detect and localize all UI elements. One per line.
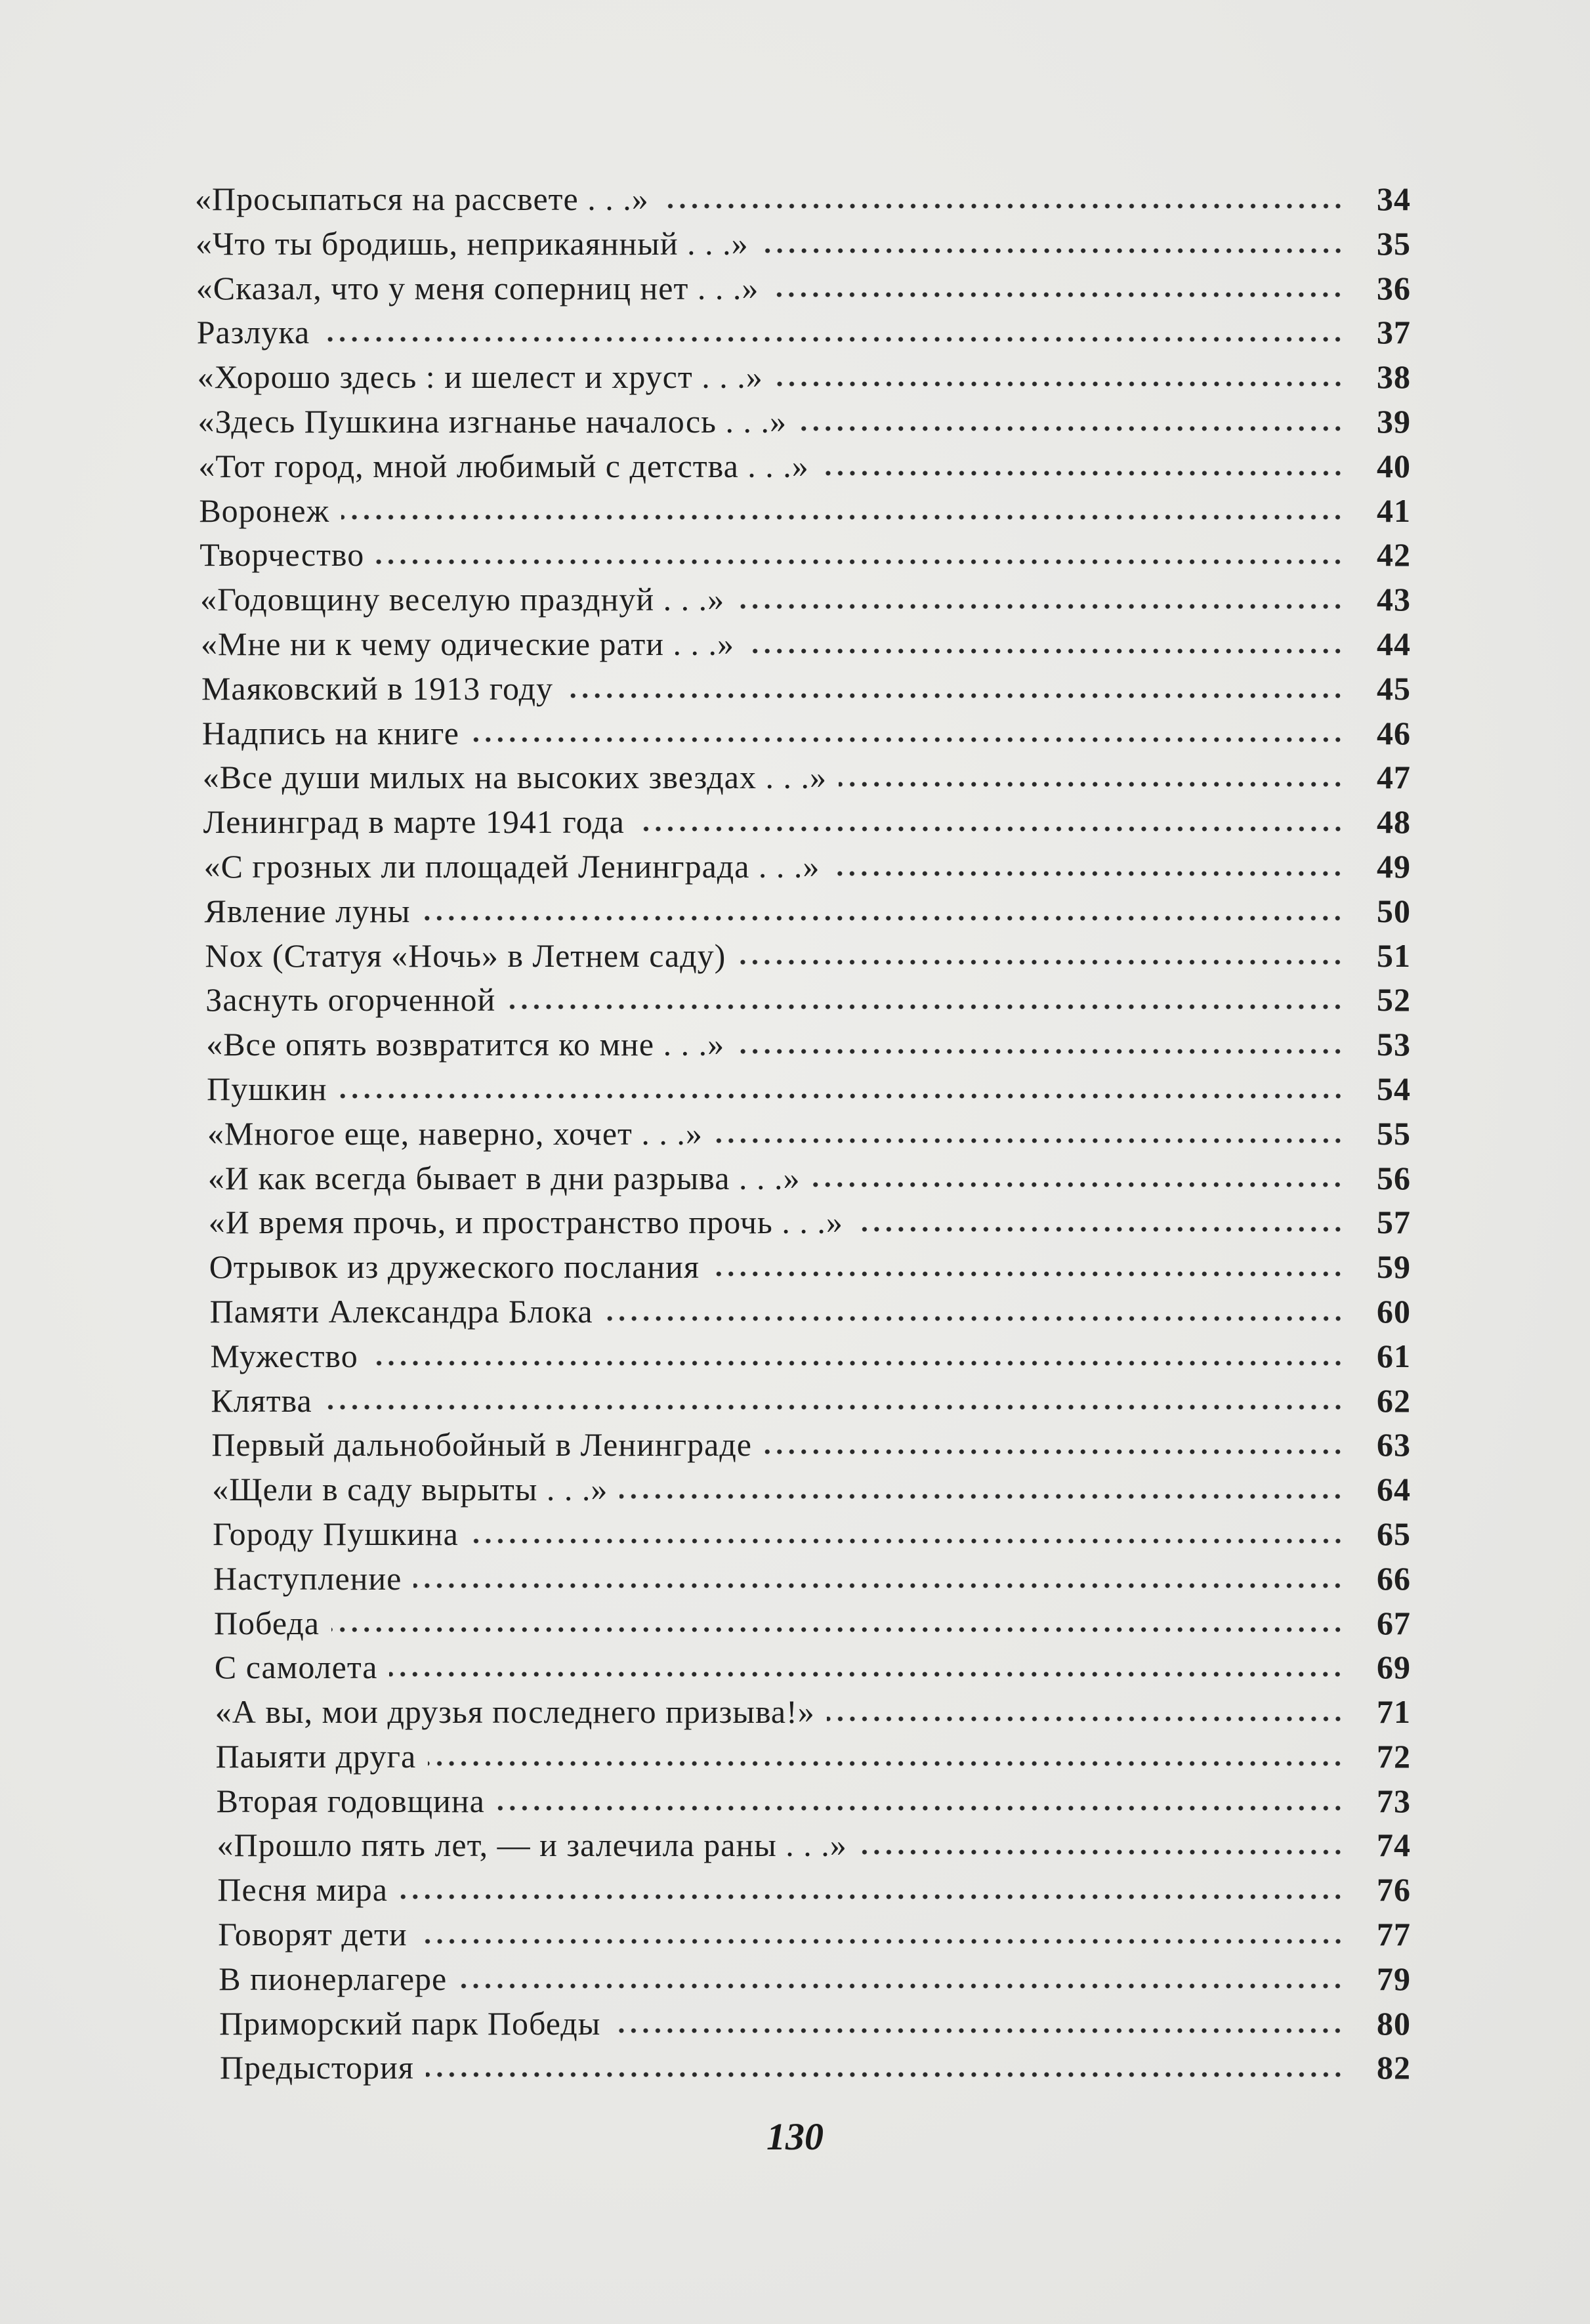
toc-entry-title: «Мне ни к чему одические рати . . .»	[201, 625, 735, 662]
toc-entry-title: Городу Пушкина	[213, 1515, 459, 1552]
dot-leader	[400, 1887, 1344, 1907]
dot-leader	[370, 1353, 1344, 1373]
dot-leader	[322, 329, 1344, 349]
toc-entry-page: 63	[1377, 1426, 1411, 1464]
toc-entry-title: «Здесь Пушкина изгнанье началось . . .»	[198, 402, 787, 440]
dot-leader	[746, 641, 1344, 661]
toc-entry-title: Творчество	[199, 536, 365, 574]
toc-entry-title: «Что ты бродишь, неприкаянный . . .»	[195, 224, 749, 262]
toc-entry	[0, 1067, 1411, 1112]
toc-entry-page: 49	[1377, 847, 1411, 885]
toc-entry	[0, 222, 1411, 266]
toc-entry-title: «И время прочь, и пространство прочь . . .»	[208, 1204, 843, 1241]
dot-leader	[661, 196, 1344, 216]
toc-entry	[0, 1245, 1411, 1290]
toc-entry-title: Песня мира	[217, 1871, 388, 1909]
toc-entry-page: 71	[1377, 1693, 1411, 1731]
toc-entry	[0, 1957, 1411, 2002]
page-number: 130	[766, 2115, 824, 2158]
dot-leader	[605, 1309, 1344, 1328]
dot-leader	[711, 1264, 1344, 1284]
dot-leader	[736, 597, 1344, 616]
dot-leader	[619, 1487, 1344, 1506]
toc-entry-page: 44	[1377, 625, 1411, 662]
dot-leader	[637, 819, 1344, 839]
toc-entry-page: 48	[1377, 803, 1411, 841]
toc-entry-title: «Просыпаться на рассвете . . .»	[195, 180, 649, 217]
dot-leader	[426, 2065, 1344, 2084]
toc-entry-title: «Все опять возвратится ко мне . . .»	[206, 1026, 725, 1063]
toc-entry	[0, 1735, 1411, 1779]
dot-leader	[341, 507, 1344, 527]
dot-leader	[831, 864, 1344, 883]
toc-entry-title: Ленинград в марте 1941 года	[203, 803, 625, 841]
toc-entry-page: 40	[1377, 447, 1411, 484]
toc-entry-page: 39	[1377, 402, 1411, 440]
dot-leader	[715, 1131, 1344, 1151]
toc-entry	[0, 1645, 1411, 1690]
toc-entry	[0, 1601, 1411, 1646]
toc-entry	[0, 355, 1411, 400]
toc-entry-page: 50	[1377, 892, 1411, 929]
toc-entry	[0, 533, 1411, 578]
toc-entry-title: «Многое еще, наверно, хочет . . .»	[207, 1114, 703, 1152]
toc-entry	[0, 889, 1411, 934]
toc-entry-title: Наступление	[213, 1559, 402, 1597]
toc-entry	[0, 444, 1411, 489]
toc-entry-title: Говорят дети	[218, 1916, 408, 1953]
toc-entry-page: 61	[1377, 1337, 1411, 1374]
toc-entry-title: «С грозных ли площадей Ленинграда . . .»	[203, 847, 820, 885]
toc-entry-title: Воронеж	[199, 492, 330, 529]
toc-entry-page: 45	[1377, 669, 1411, 707]
toc-entry-page: 59	[1377, 1248, 1411, 1286]
toc-entry-page: 65	[1377, 1515, 1411, 1552]
dot-leader	[565, 686, 1344, 706]
toc-entry-title: «Тот город, мной любимый с детства . . .»	[198, 447, 809, 484]
toc-entry-title: Победа	[213, 1604, 320, 1641]
toc-entry	[0, 1468, 1411, 1512]
toc-entry-page: 62	[1377, 1382, 1411, 1419]
toc-entry-page: 55	[1377, 1114, 1411, 1152]
toc-entry-title: Разлука	[196, 314, 310, 351]
toc-entry-title: Памяти Александра Блока	[209, 1292, 593, 1330]
toc-entry-title: «Сказал, что у меня соперниц нет . . .»	[196, 269, 759, 306]
toc-entry	[0, 2046, 1411, 2090]
toc-entry-page: 35	[1377, 224, 1411, 262]
toc-entry-title: В пионерлагере	[219, 1960, 448, 1997]
toc-entry-title: Первый дальнобойный в Ленинграде	[211, 1426, 752, 1464]
toc-entry-title: Надпись на книге	[201, 714, 459, 751]
toc-entry	[0, 1690, 1411, 1735]
dot-leader	[497, 1798, 1344, 1818]
toc-entry-page: 42	[1377, 536, 1411, 574]
toc-entry	[0, 1557, 1411, 1601]
toc-entry-page: 46	[1377, 714, 1411, 751]
toc-entry	[0, 1334, 1411, 1379]
toc-entry-title: «Прошло пять лет, — и залечила раны . . .»	[217, 1827, 847, 1864]
toc-entry	[0, 1112, 1411, 1156]
dot-leader	[471, 1531, 1344, 1551]
dot-leader	[389, 1664, 1344, 1684]
toc-entry	[0, 800, 1411, 845]
toc-entry	[0, 400, 1411, 444]
dot-leader	[507, 997, 1344, 1017]
dot-leader	[324, 1397, 1344, 1417]
toc-entry-page: 60	[1377, 1292, 1411, 1330]
toc-entry-page: 53	[1377, 1026, 1411, 1063]
toc-entry	[0, 1423, 1411, 1468]
toc-entry	[0, 578, 1411, 622]
toc-entry-page: 36	[1377, 269, 1411, 306]
toc-entry-page: 66	[1377, 1559, 1411, 1597]
dot-leader	[738, 952, 1344, 972]
dot-leader	[413, 1576, 1344, 1595]
toc-entry-page: 43	[1377, 581, 1411, 618]
dot-leader	[827, 1709, 1344, 1729]
toc-entry-title: Nox (Статуя «Ночь» в Летнем саду)	[205, 937, 726, 974]
dot-leader	[761, 241, 1344, 261]
toc-entry-page: 74	[1377, 1827, 1411, 1864]
dot-leader	[855, 1219, 1344, 1239]
toc-entry-page: 47	[1377, 759, 1411, 796]
toc-entry	[0, 266, 1411, 311]
dot-leader	[764, 1442, 1344, 1462]
toc-entry-title: Маяковский в 1913 году	[201, 669, 554, 707]
dot-leader	[770, 285, 1344, 305]
toc-entry-title: «Хорошо здесь : и шелест и хруст . . .»	[197, 358, 763, 396]
toc-entry-title: Мужество	[210, 1337, 358, 1374]
dot-leader	[612, 2021, 1344, 2040]
toc-entry	[0, 177, 1411, 222]
toc-entry	[0, 1023, 1411, 1067]
toc-entry-title: Пушкин	[207, 1070, 327, 1107]
toc-entry-page: 51	[1377, 937, 1411, 974]
toc-entry	[0, 1823, 1411, 1868]
toc-entry-title: Явление луны	[204, 892, 411, 929]
toc-entry	[0, 755, 1411, 800]
toc-entry-page: 76	[1377, 1871, 1411, 1909]
toc-entry	[0, 978, 1411, 1023]
toc-entry-title: Отрывок из дружеского послания	[209, 1248, 700, 1286]
toc-entry-page: 38	[1377, 358, 1411, 396]
dot-leader	[331, 1620, 1344, 1639]
toc-entry-page: 56	[1377, 1159, 1411, 1196]
dot-leader	[428, 1754, 1344, 1773]
toc-entry-page: 77	[1377, 1916, 1411, 1953]
dot-leader	[422, 908, 1344, 928]
toc-entry-page: 69	[1377, 1649, 1411, 1686]
dot-leader	[839, 774, 1344, 794]
toc-entry-title: «А вы, мои друзья последнего призыва!»	[215, 1693, 815, 1731]
toc-entry-page: 79	[1377, 1960, 1411, 1997]
toc-entry	[0, 1868, 1411, 1912]
toc-entry-page: 52	[1377, 981, 1411, 1019]
toc-entry	[0, 1379, 1411, 1424]
toc-entry-page: 82	[1377, 2049, 1411, 2086]
dot-leader	[339, 1086, 1344, 1106]
toc-entry-page: 64	[1377, 1471, 1411, 1508]
toc-entry	[0, 667, 1411, 711]
toc-entry	[0, 1200, 1411, 1245]
toc-entry-page: 54	[1377, 1070, 1411, 1107]
toc-entry	[0, 1779, 1411, 1824]
dot-leader	[736, 1042, 1344, 1061]
toc-entry-title: «Все души милых на высоких звездах . . .»	[202, 759, 827, 796]
toc-entry	[0, 1912, 1411, 1957]
toc-entry-page: 41	[1377, 492, 1411, 529]
toc-entry-title: «Щели в саду вырыты . . .»	[212, 1471, 608, 1508]
toc-entry	[0, 934, 1411, 979]
toc-entry-page: 73	[1377, 1782, 1411, 1819]
toc-entry	[0, 711, 1411, 756]
toc-entry-page: 34	[1377, 180, 1411, 217]
toc-entry-title: Вторая годовщина	[216, 1782, 485, 1819]
toc-entry-title: Заснуть огорченной	[205, 981, 496, 1019]
toc-entry-page: 72	[1377, 1737, 1411, 1775]
toc-entry-title: «И как всегда бывает в дни разрыва . . .»	[207, 1159, 801, 1196]
dot-leader	[859, 1842, 1344, 1862]
toc-entry	[0, 845, 1411, 889]
toc-entry	[0, 489, 1411, 534]
toc-entry	[0, 2002, 1411, 2046]
toc-entry	[0, 1290, 1411, 1334]
table-of-contents	[0, 177, 1590, 2090]
toc-entry	[0, 1512, 1411, 1557]
toc-entry-page: 67	[1377, 1604, 1411, 1641]
toc-entry-title: «Годовщину веселую празднуй . . .»	[200, 581, 725, 618]
toc-entry	[0, 622, 1411, 667]
dot-leader	[459, 1976, 1344, 1996]
toc-entry-title: С самолета	[214, 1649, 378, 1686]
dot-leader	[419, 1932, 1344, 1951]
dot-leader	[376, 552, 1344, 572]
dot-leader	[471, 730, 1344, 750]
toc-entry-title: Приморский парк Победы	[219, 2004, 601, 2042]
toc-entry-page: 57	[1377, 1204, 1411, 1241]
toc-entry	[0, 310, 1411, 355]
dot-leader	[812, 1175, 1344, 1194]
dot-leader	[799, 419, 1344, 438]
toc-entry	[0, 1156, 1411, 1201]
dot-leader	[775, 374, 1344, 394]
toc-entry-page: 37	[1377, 314, 1411, 351]
toc-entry-page: 80	[1377, 2004, 1411, 2042]
toc-entry-title: Предыстория	[220, 2049, 414, 2086]
toc-entry-title: Паыяти друга	[215, 1737, 417, 1775]
toc-entry-title: Клятва	[211, 1382, 312, 1419]
dot-leader	[821, 463, 1344, 483]
